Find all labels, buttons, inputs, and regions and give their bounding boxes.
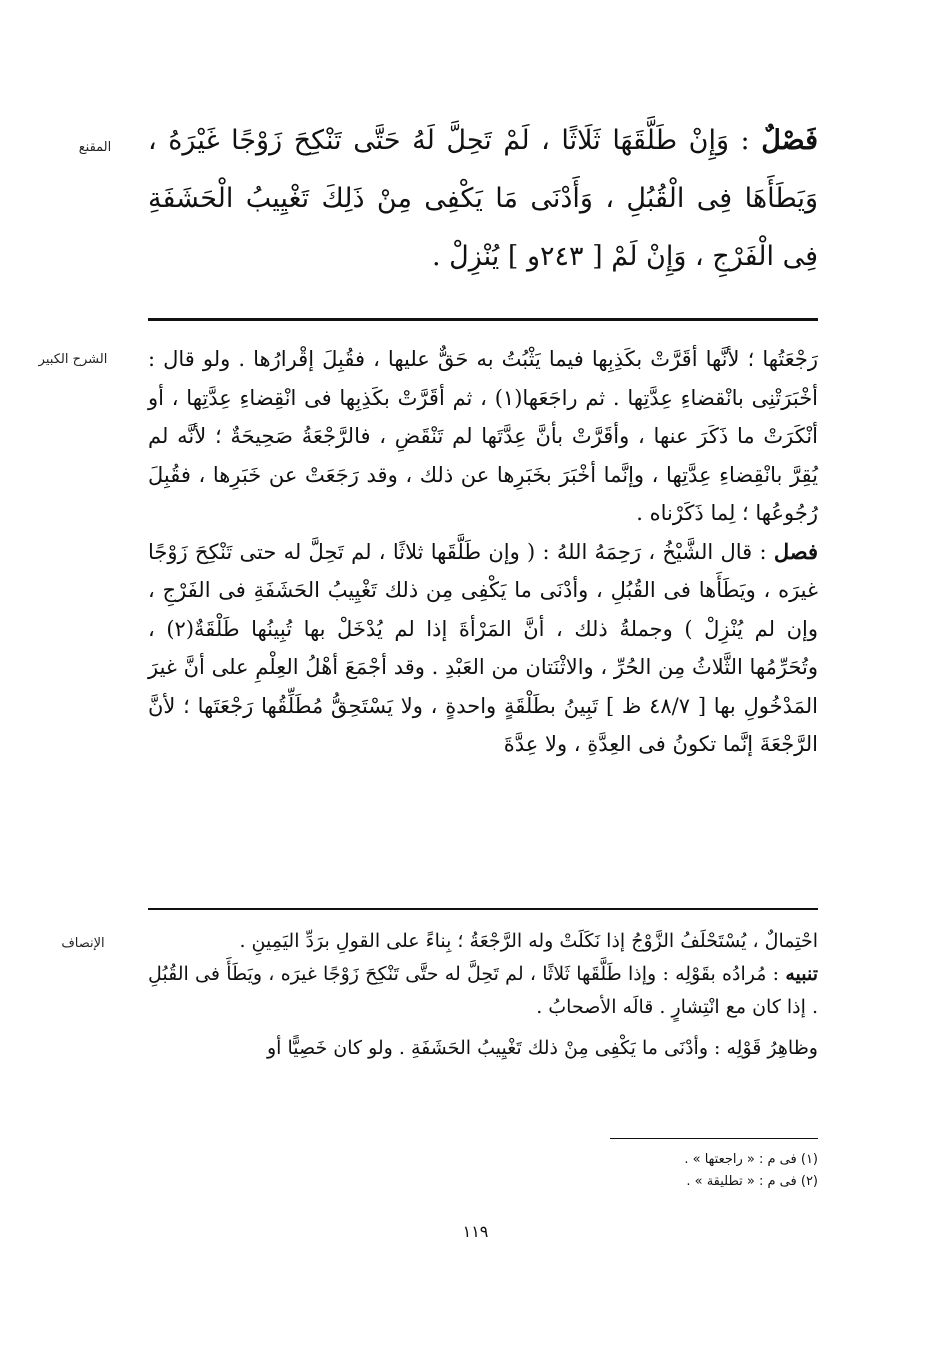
footnote-2: (٢) فى م : « تطليقة » . [686, 1174, 818, 1189]
sharh-paragraph-2 [148, 533, 818, 764]
muqni-text-block [148, 112, 818, 286]
sharh-text-block [148, 340, 818, 764]
page-number: ١١٩ [462, 1222, 489, 1241]
insaf-text-block [148, 925, 818, 1065]
muqni-paragraph [148, 112, 818, 286]
label-insaf: الإنصاف [61, 936, 105, 951]
insaf-tanbih-heading: تنبيه [785, 963, 818, 985]
insaf-paragraph-1: احْتِمالٌ ، يُسْتَحْلَفُ الزَّوْجُ إذا نَكَلَتْ وله الرَّجْعَةُ ؛ بِناءً على القولِ برَدِّ اليَمِينِ . [239, 930, 818, 952]
section-divider-top [148, 318, 818, 321]
sharh-paragraph-1: رَجْعَتُها ؛ لأنَّها أقَرَّتْ بكَذِبِها فيما يَثْبُتُ به حَقٌّ عليها ، فقُبِلَ إقْرارُها . ولو قال : أخْبَرَتْنِى بانْقضاءِ عِدَّتِها . ثم راجَعَها(١) ، ثم أقَرَّتْ بكَذِبِها فى انْقِضاءِ عِدَّتِها ، أو أنْكَرَتْ ما ذَكَرَ عنها ، وأقَرَّتْ بأنَّ عِدَّتَها لم تَنْقَضِ ، فالرَّجْعَةُ صَحِيحَةٌ ؛ لأنَّه لم يُقِرَّ بانْقِضاءِ عِدَّتِها ، وإنَّما أخْبَرَ بخَبَرِها عن ذلك ، وقد رَجَعَتْ عن خَبَرِها ، فقُبِلَ رُجُوعُها ؛ لِما ذَكَرْناه . [148, 347, 819, 525]
insaf-paragraph-2-body: : مُرادُه بقَوْلِه : وإذا طَلَّقَها ثَلاثًا ، لم تَحِلَّ له حتَّى تَنْكِحَ زَوْجًا غيرَه ، ويَطَأَ فى القُبُلِ . إذا كان مع انْتِشارٍ . قالَه الأصحابُ . [148, 963, 818, 1018]
sharh-fasl-heading: فصل [773, 538, 818, 564]
muqni-fasl-heading: فَصْلٌ [761, 125, 818, 156]
footnote-divider [610, 1138, 818, 1139]
label-muqni: المقنع [78, 140, 112, 155]
section-divider-bottom [148, 908, 818, 910]
insaf-paragraph-2 [148, 958, 818, 1024]
footnote-1: (١) فى م : « راجعتها » . [684, 1152, 818, 1167]
sharh-paragraph-2-body: : قال الشَّيْخُ ، رَحِمَهُ اللهُ : ( وإن طَلَّقَها ثلاثًا ، لم تَحِلَّ له حتى تَنْكِحَ زَوْجًا غيرَه ، ويَطَأَها فى القُبُلِ ، وأدْنَى ما يَكْفِى مِن ذلك تَغْيِيبُ الحَشَفَةِ فى الفَرْجِ ، وإن لم يُنْزِلْ ) وجملةُ ذلك ، أنَّ المَرْأةَ إذا لم يُدْخَلْ بها تُبِينُها طَلْقَةٌ(٢) ، وتُحَرِّمُها الثَّلاثُ مِن الحُرِّ ، والاثْنَتان من العَبْدِ . وقد أجْمَعَ أهْلُ العِلْمِ على أنَّ غيرَ المَدْخُولِ بها [ ٤٨/٧ ظ ] تَبِينُ بطَلْقَةٍ واحدةٍ ، ولا يَسْتَحِقُّ مُطَلِّقُها رَجْعَتَها ؛ لأنَّ الرَّجْعَةَ إنَّما تكونُ فى العِدَّةِ ، ولا عِدَّةَ [148, 539, 818, 756]
muqni-body: : وَإِنْ طَلَّقَهَا ثَلَاثًا ، لَمْ تَحِلَّ لَهُ حَتَّى تَنْكِحَ زَوْجًا غَيْرَهُ ، وَيَطَأَهَا فِى الْقُبُلِ ، وَأَدْنَى مَا يَكْفِى مِنْ ذَلِكَ تَغْيِيبُ الْحَشَفَةِ فِى الْفَرْجِ ، وَإِنْ لَمْ [ ٢٤٣و ] يُنْزِلْ . [148, 125, 818, 272]
insaf-paragraph-3: وظاهِرُ قَوْلِه : وأدْنَى ما يَكْفِى مِنْ ذلك تَغْيِيبُ الحَشَفَةِ . ولو كان خَصِيًّا أو [266, 1037, 818, 1059]
label-sharh: الشرح الكبير [38, 352, 108, 367]
